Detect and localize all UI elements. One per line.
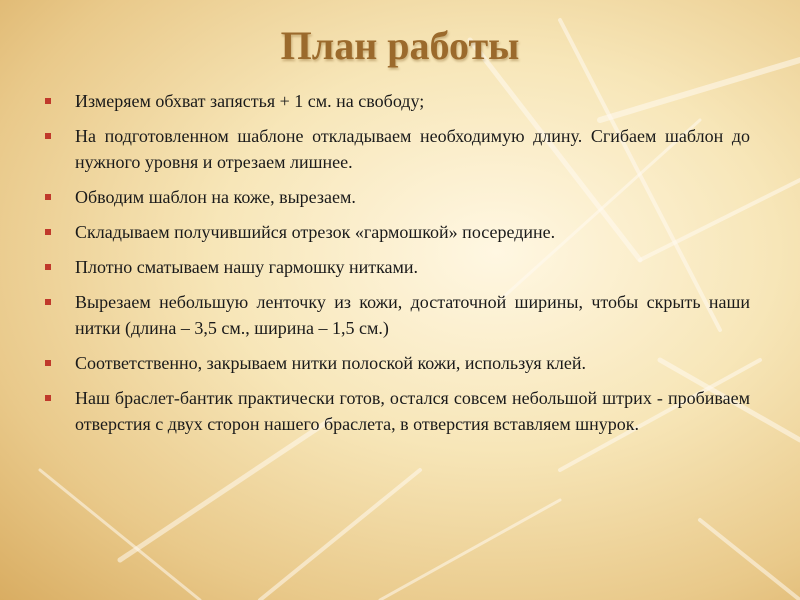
slide-title: План работы	[280, 23, 520, 68]
list-item	[42, 88, 750, 114]
list-item-text: Плотно сматываем нашу гармошку нитками.	[75, 257, 419, 277]
steps-list	[42, 88, 750, 446]
bullet-icon	[45, 395, 51, 401]
list-item	[42, 254, 750, 280]
bullet-icon	[45, 229, 51, 235]
list-item	[42, 289, 750, 341]
list-item-text: Наш браслет-бантик практически готов, остался совсем небольшой штрих - пробиваем отверстия с двух сторон нашего браслета, в отверстия вставляем шнурок.	[75, 388, 750, 434]
bullet-icon	[45, 264, 51, 270]
list-item-text: Соответственно, закрываем нитки полоской кожи, используя клей.	[75, 353, 587, 373]
list-item-text: Складываем получившийся отрезок «гармошкой» посередине.	[75, 222, 556, 242]
bullet-icon	[45, 98, 51, 104]
list-item-text: Измеряем обхват запястья + 1 см. на свободу;	[75, 91, 425, 111]
list-item	[42, 350, 750, 376]
list-item-text: Обводим шаблон на коже, вырезаем.	[75, 187, 356, 207]
list-item	[42, 385, 750, 437]
list-item	[42, 184, 750, 210]
bullet-icon	[45, 299, 51, 305]
list-item-text: На подготовленном шаблоне откладываем необходимую длину. Сгибаем шаблон до нужного уровня и отрезаем лишнее.	[75, 126, 750, 172]
list-item	[42, 123, 750, 175]
list-item-text: Вырезаем небольшую ленточку из кожи, достаточной ширины, чтобы скрыть наши нитки (длина – 3,5 см., ширина – 1,5 см.)	[75, 292, 750, 338]
bullet-icon	[45, 360, 51, 366]
bullet-icon	[45, 133, 51, 139]
list-item	[42, 219, 750, 245]
bullet-icon	[45, 194, 51, 200]
